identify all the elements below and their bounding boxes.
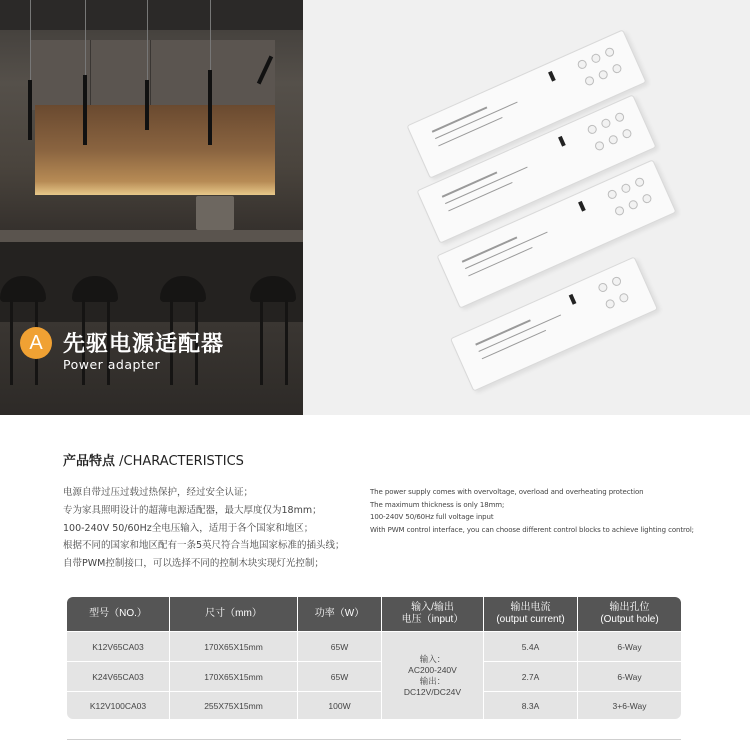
cell-voltage: 输入： AC200-240V 输出： DC12V/DC24V [381, 631, 483, 719]
cell-size: 170X65X15mm [169, 661, 297, 691]
cell-model: K24V65CA03 [67, 661, 169, 691]
bottom-divider [67, 739, 681, 740]
table-row [67, 691, 681, 719]
cell-size: 170X65X15mm [169, 631, 297, 661]
feature-line: 自带PWM控制接口，可以选择不同的控制木块实现灯光控制； [63, 558, 324, 570]
characteristics-list-en [370, 486, 694, 536]
cell-hole: 6-Way [577, 661, 681, 691]
banner-title-cn: 先驱电源适配器 [63, 332, 225, 357]
feature-line: The power supply comes with overvoltage, overload and overheating protection [370, 488, 644, 496]
header-model: 型号（NO.） [67, 597, 169, 631]
cell-model: K12V100CA03 [67, 691, 169, 719]
characteristics-heading [63, 450, 244, 469]
header-voltage: 输入/输出 电压（input） [381, 597, 483, 631]
feature-line: With PWM control interface, you can choose different control blocks to achieve lighting control; [370, 525, 694, 534]
cell-model: K12V65CA03 [67, 631, 169, 661]
header-power: 功率（W） [297, 597, 381, 631]
cell-current: 2.7A [483, 661, 577, 691]
cell-current: 8.3A [483, 691, 577, 719]
spec-table [67, 597, 681, 719]
table-header-row [67, 597, 681, 631]
cell-power: 65W [297, 631, 381, 661]
feature-line: The maximum thickness is only 18mm; [370, 500, 505, 509]
feature-line: 100-240V 50/60Hz full voltage input [370, 513, 494, 522]
characteristics-list-cn [63, 484, 345, 573]
feature-line: 电源自带过压过载过热保护，经过安全认证； [63, 487, 254, 498]
cell-power: 100W [297, 691, 381, 719]
header-hole: 输出孔位 (Output hole) [577, 597, 681, 631]
banner-title-en: Power adapter [63, 357, 161, 372]
header-current: 输出电流 (output current) [483, 597, 577, 631]
feature-line: 专为家具照明设计的超薄电源适配器，最大厚度仅为18mm； [63, 504, 322, 516]
cell-hole: 6-Way [577, 631, 681, 661]
cell-current: 5.4A [483, 631, 577, 661]
table-row [67, 631, 681, 661]
product-photo [303, 0, 750, 415]
feature-line: 100-240V 50/60Hz全电压输入，适用于各个国家和地区； [63, 522, 314, 534]
characteristics-heading-cn: 产品特点 [63, 454, 116, 469]
cell-hole: 3+6-Way [577, 691, 681, 719]
header-size: 尺寸（mm） [169, 597, 297, 631]
cell-power: 65W [297, 661, 381, 691]
feature-line: 根据不同的国家和地区配有一条5英尺符合当地国家标准的插头线； [63, 540, 345, 552]
section-badge: A [20, 327, 52, 359]
table-row [67, 661, 681, 691]
cell-size: 255X75X15mm [169, 691, 297, 719]
characteristics-heading-en: /CHARACTERISTICS [119, 454, 244, 469]
